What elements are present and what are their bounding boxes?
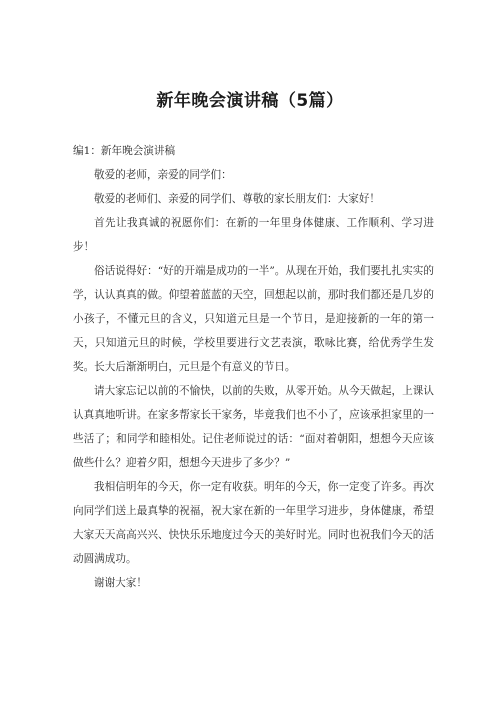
body-paragraph: 俗话说得好：“好的开端是成功的一半”。从现在开始，我们要扎扎实实的学，认认真真的做。仰望着蓝蓝的天空，回想起以前，那时我们都还是几岁的小孩子，不懂元旦的含义，只知道元旦是一个节日，是迎接新的一年的第一天，只知道元旦的时候，学校里要进行文艺表演，歌咏比赛，给优秀学生发奖。长大后渐渐明白，元旦是个有意义的节日。 [73,265,434,373]
section-heading: 编1：新年晚会演讲稿 [73,145,176,157]
document-title: 新年晚会演讲稿（5篇） [156,91,344,111]
body-paragraph: 请大家忘记以前的不愉快，以前的失败，从零开始。从今天做起，上课认认真真地听讲。在家多帮家长干家务，毕竟我们也不小了，应该承担家里的一些活了；和同学和睦相处。记住老师说过的话：“面对着朝阳，想想今天应该做些什么？迎着夕阳，想想今天进步了多少？” [73,385,434,469]
document-body [73,139,434,595]
closing-paragraph: 谢谢大家！ [94,577,147,589]
greeting-paragraph: 敬爱的老师们、亲爱的同学们、尊敬的家长朋友们：大家好！ [94,193,381,205]
body-paragraph: 我相信明年的今天，你一定有收获。明年的今天，你一定变了许多。再次向同学们送上最真挚的祝福，祝大家在新的一年里学习进步，身体健康，希望大家天天高高兴兴、快快乐乐地度过今天的美好时光。同时也祝我们今天的活动圆满成功。 [73,481,434,565]
wishes-paragraph: 首先让我真诚的祝愿你们：在新的一年里身体健康、工作顺利、学习进步！ [73,217,434,253]
salutation-paragraph: 敬爱的老师，亲爱的同学们： [94,169,232,181]
